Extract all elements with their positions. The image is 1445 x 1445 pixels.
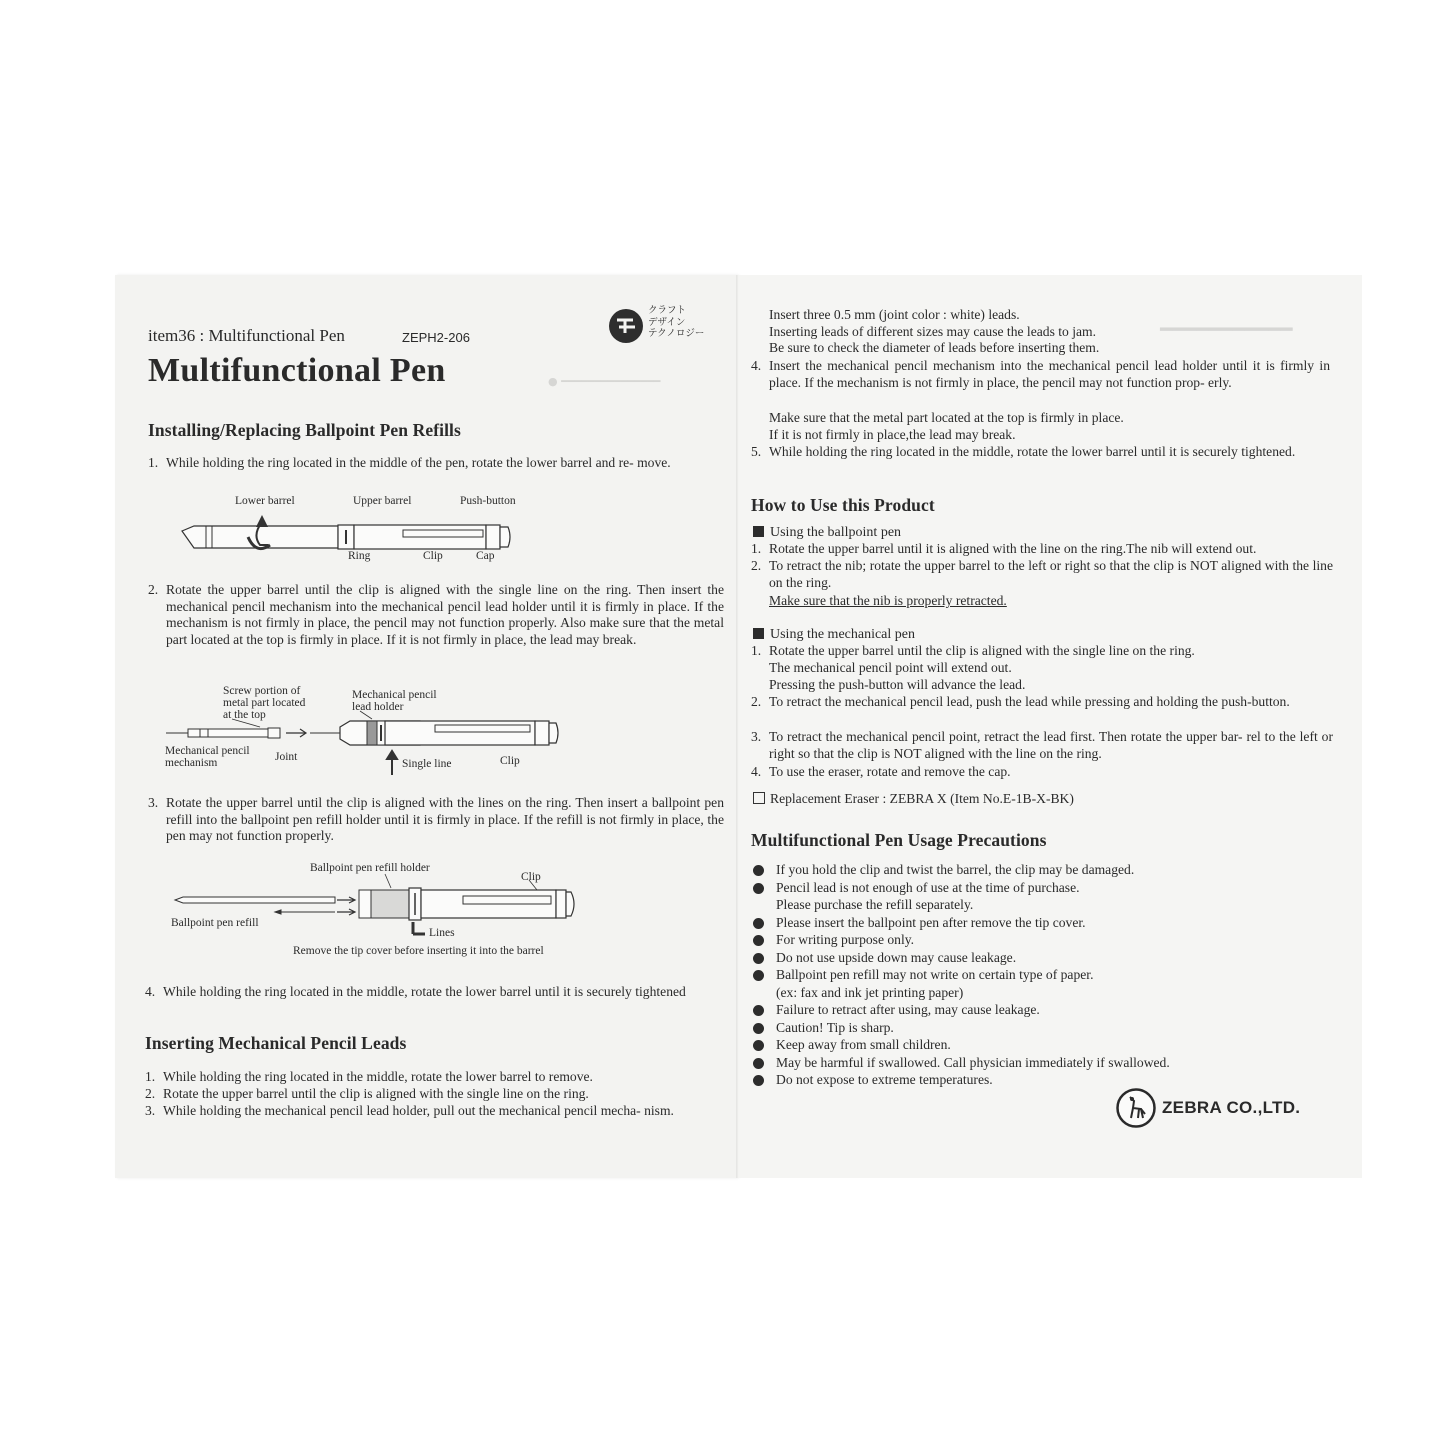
label-line: Screw portion of: [223, 685, 301, 697]
item-label: item36 : Multifunctional Pen: [148, 326, 345, 345]
step-text: While holding the ring located in the middle, rotate the lower barrel to remove.: [163, 1069, 593, 1084]
text-line: Pressing the push-button will advance the lead.: [769, 676, 1026, 692]
square-bullet-icon: [753, 628, 764, 639]
bullet-icon: [753, 918, 764, 929]
zebra-logo: [1116, 1088, 1346, 1130]
bullet-icon: [753, 1040, 764, 1051]
bullet-icon: [753, 1005, 764, 1016]
label-tip-cover-note: Remove the tip cover before inserting it into the barrel: [293, 945, 544, 957]
show-through-text: ● ━━━━━━━━━━━━━━━: [548, 375, 661, 388]
label-single-line: Single line: [402, 758, 452, 770]
label-line: Mechanical pencil: [352, 689, 437, 701]
text-line: The mechanical pencil point will extend out.: [769, 660, 1012, 675]
label-lead-holder: [352, 689, 437, 713]
checkbox-square-icon: [753, 792, 765, 804]
eraser-text: Replacement Eraser : ZEBRA X (Item No.E-1B-X-BK): [770, 791, 1074, 806]
text-line: Inserting leads of different sizes may cause the leads to jam.: [769, 323, 1097, 339]
step-text: Rotate the upper barrel until the clip is aligned with the single line on the ring. Then insert the mechanical pencil mechanism into the mechanical pencil lead holder until it is firmly in place. If the mechanism is not firmly in place, the pencil may not function properly. Also make sure that the metal part located at the top is firmly in place. If it is not firmly in place, the lead may break.: [166, 582, 724, 647]
step-number: 2.: [751, 558, 762, 573]
label-push-button: Push-button: [460, 495, 516, 507]
step-text: Rotate the upper barrel until the clip is aligned with the lines on the ring. Then insert a ballpoint pen refill into the ballpoint pen refill holder until it is firmly in place. If the refill is not firmly in place, the pen may not function properly.: [166, 795, 724, 844]
precaution-item: Caution! Tip is sharp.: [776, 1019, 894, 1035]
step-number: 4.: [145, 984, 156, 999]
ballpoint-note: Make sure that the nib is properly retracted.: [769, 593, 1007, 608]
logo-text-line: クラフト: [648, 305, 687, 316]
label-joint: Joint: [275, 751, 298, 763]
show-through-text: ━━━━━━━━━━━: [1160, 317, 1293, 341]
step-number: 5.: [751, 444, 762, 459]
bullet-icon: [753, 935, 764, 946]
precaution-item-continued: (ex: fax and ink jet printing paper): [776, 984, 964, 1000]
label-cap: Cap: [476, 550, 495, 562]
bullet-icon: [753, 865, 764, 876]
precaution-item: Keep away from small children.: [776, 1037, 951, 1052]
bullet-icon: [753, 1075, 764, 1086]
step-number: 1.: [751, 541, 762, 556]
precaution-item-continued: Please purchase the refill separately.: [776, 897, 974, 912]
step-number: 4.: [751, 764, 762, 779]
label-ring: Ring: [348, 550, 371, 562]
step-text: While holding the ring located in the middle, rotate the lower barrel until it is securely tightened: [163, 984, 686, 999]
logo-icon: [608, 308, 644, 344]
pen-diagram-2: [160, 683, 600, 783]
label-screw-portion: [223, 685, 305, 721]
precaution-item: Do not use upside down may cause leakage.: [776, 949, 1017, 965]
step-number: 2.: [145, 1086, 156, 1101]
step-text: To use the eraser, rotate and remove the cap.: [769, 764, 1011, 779]
label-lines: Lines: [429, 927, 455, 939]
step-number: 1.: [145, 1069, 156, 1084]
logo-text-line: テクノロジー: [648, 328, 705, 339]
page-title: Multifunctional Pen: [148, 352, 446, 389]
label-lower-barrel: Lower barrel: [235, 495, 295, 507]
label-line: lead holder: [352, 701, 404, 713]
text-line: Insert three 0.5 mm (joint color : white) leads.: [769, 307, 1020, 322]
label-mechanism: [165, 745, 250, 769]
precaution-item: Failure to retract after using, may cause leakage.: [776, 1002, 1040, 1017]
step-number: 3.: [148, 795, 159, 810]
bullet-icon: [753, 1058, 764, 1069]
pencil-step-1-notes: [769, 660, 1329, 693]
step-text: Rotate the upper barrel until the clip is aligned with the single line on the ring.: [769, 643, 1195, 658]
leads-continued: [769, 307, 1329, 357]
step-number: 3.: [751, 729, 762, 744]
zebra-emblem-icon: [1116, 1088, 1156, 1128]
precautions-heading: Multifunctional Pen Usage Precautions: [751, 830, 1047, 850]
lead-step-4-notes: [769, 410, 1329, 443]
step-number: 3.: [145, 1103, 156, 1118]
step-text: While holding the mechanical pencil lead holder, pull out the mechanical pencil mecha- nism.: [163, 1103, 674, 1118]
precaution-item: If you hold the clip and twist the barrel, the clip may be damaged.: [776, 862, 1135, 877]
label-line: metal part located: [223, 697, 306, 709]
bullet-icon: [753, 883, 764, 894]
step-text: Rotate the upper barrel until the clip is aligned with the single line on the ring.: [163, 1086, 589, 1101]
step-text: While holding the ring located in the middle of the pen, rotate the lower barrel and re- move.: [166, 455, 671, 470]
ballpoint-subheading: [753, 525, 901, 542]
step-text: To retract the mechanical pencil point, retract the lead first. Then rotate the upper bar- rel to the left or right so that the clip is NOT aligned with the line on the ring.: [769, 729, 1333, 761]
pencil-subheading: [753, 627, 915, 644]
text-line: If it is not firmly in place,the lead may break.: [769, 426, 1016, 442]
step-number: 1.: [148, 455, 159, 470]
step-text: To retract the mechanical pencil lead, push the lead while pressing and holding the push-button.: [769, 694, 1290, 709]
subheading-text: Using the ballpoint pen: [770, 525, 902, 540]
pen-diagram-3: [165, 860, 605, 960]
refills-heading: Installing/Replacing Ballpoint Pen Refills: [148, 420, 461, 440]
label-line: at the top: [223, 709, 266, 721]
step-number: 2.: [148, 582, 159, 597]
model-number: ZEPH2-206: [402, 330, 470, 345]
precaution-item: Ballpoint pen refill may not write on certain type of paper.: [776, 967, 1094, 982]
label-line: Mechanical pencil: [165, 745, 250, 757]
bullet-icon: [753, 953, 764, 964]
craft-design-logo: [608, 305, 718, 345]
label-refill-holder: Ballpoint pen refill holder: [310, 862, 430, 874]
text-line: Be sure to check the diameter of leads before inserting them.: [769, 340, 1100, 356]
step-number: 2.: [751, 694, 762, 709]
bullet-icon: [753, 970, 764, 981]
precaution-item: For writing purpose only.: [776, 932, 915, 947]
text-line: Make sure that the metal part located at the top is firmly in place.: [769, 410, 1124, 425]
step-text: Insert the mechanical pencil mechanism into the mechanical pencil lead holder until it is firmly in place. If the mechanism is not firmly in place, the pencil may not function prop- erly.: [769, 358, 1330, 390]
square-bullet-icon: [753, 526, 764, 537]
label-refill: Ballpoint pen refill: [171, 917, 259, 929]
usage-heading: How to Use this Product: [751, 495, 935, 515]
label-clip: Clip: [521, 871, 541, 883]
page-fold: [736, 275, 739, 1178]
logo-text-line: デザイン: [648, 316, 686, 328]
leads-heading: Inserting Mechanical Pencil Leads: [145, 1033, 407, 1053]
subheading-text: Using the mechanical pen: [770, 627, 916, 642]
label-clip: Clip: [423, 550, 443, 562]
pen-diagram-1: [160, 493, 560, 573]
bullet-icon: [753, 1023, 764, 1034]
brand-name: ZEBRA CO.,LTD.: [1162, 1098, 1301, 1117]
precaution-item: Do not expose to extreme temperatures.: [776, 1072, 993, 1087]
precaution-item: Please insert the ballpoint pen after remove the tip cover.: [776, 914, 1086, 930]
label-line: mechanism: [165, 757, 218, 769]
replacement-eraser: [753, 791, 1074, 808]
label-clip: Clip: [500, 755, 520, 767]
step-number: 4.: [751, 358, 762, 373]
precaution-item: May be harmful if swallowed. Call physician immediately if swallowed.: [776, 1054, 1170, 1070]
step-text: Rotate the upper barrel until it is aligned with the line on the ring.The nib will extend out.: [769, 541, 1257, 556]
precaution-item: Pencil lead is not enough of use at the time of purchase.: [776, 879, 1080, 895]
step-number: 1.: [751, 643, 762, 658]
label-upper-barrel: Upper barrel: [353, 495, 412, 507]
step-text: To retract the nib; rotate the upper barrel to the left or right so that the clip is NOT aligned with the line on the ring.: [769, 558, 1333, 590]
step-text: While holding the ring located in the middle, rotate the lower barrel until it is securely tightened.: [769, 444, 1296, 459]
